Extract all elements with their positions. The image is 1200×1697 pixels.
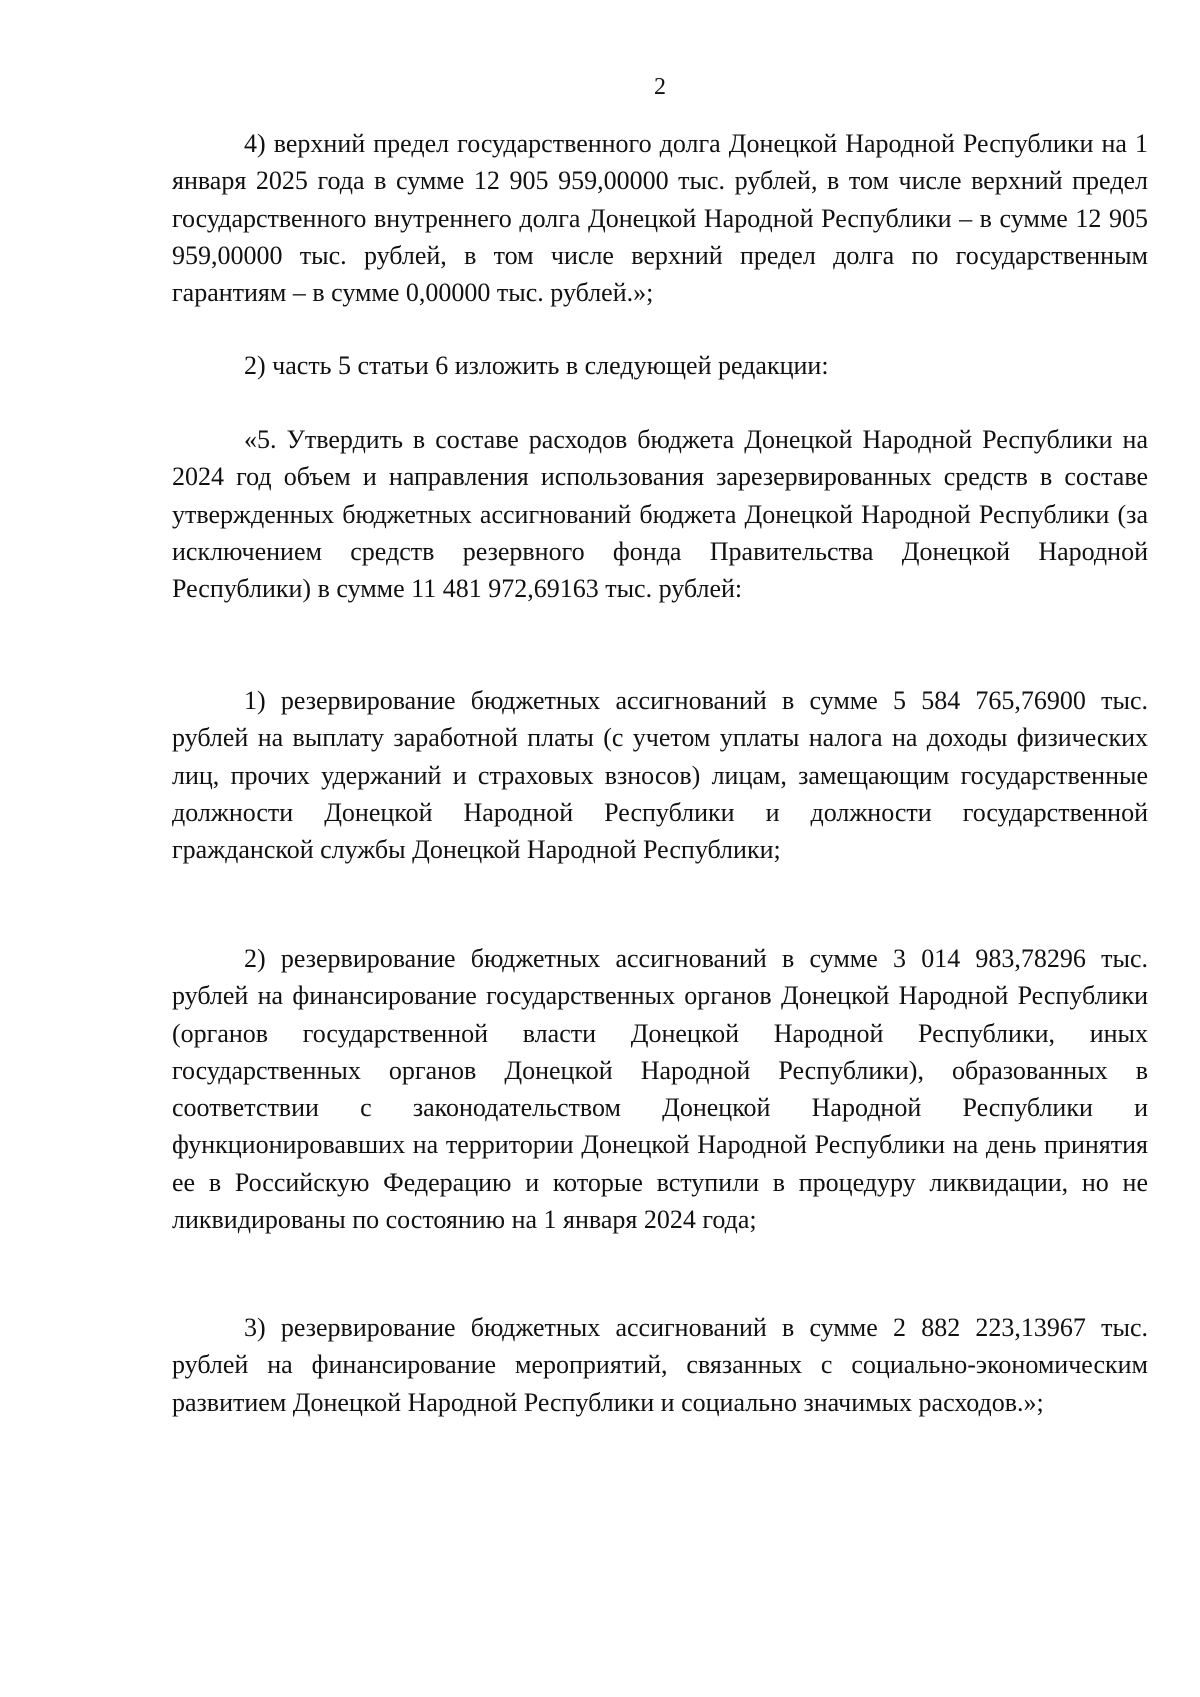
paragraph-reserved-funds: «5. Утвердить в составе расходов бюджета Донецкой Народной Республики на 2024 год объем и направления использования зарезервированных средств в составе утвержденных бюджетных ассигнований бюджета Донецкой Народной Республики (за исключением средств резервного фонда Правительства Донецкой Народной Республики) в сумме 11 481 972,69163 тыс. рублей: [172, 425, 1148, 604]
paragraph-item-1-salaries: 1) резервирование бюджетных ассигнований в сумме 5 584 765,76900 тыс. рублей на выплату заработной платы (с учетом уплаты налога на доходы физических лиц, прочих удержаний и страховых взносов) лицам, замещающим государственные должности Донецкой Народной Республики и должности государственной гражданской службы Донецкой Народной Республики; [172, 686, 1148, 865]
paragraph-item-3-social-development: 3) резервирование бюджетных ассигнований в сумме 2 882 223,13967 тыс. рублей на финансирование мероприятий, связанных с социально-экономическим развитием Донецкой Народной Республики и социально значимых расходов.»; [172, 1313, 1148, 1417]
page-number: 2 [654, 74, 666, 100]
paragraph-item-2-state-bodies: 2) резервирование бюджетных ассигнований в сумме 3 014 983,78296 тыс. рублей на финансирование государственных органов Донецкой Народной Республики (органов государственной власти Донецкой Народной Республики, иных государственных органов Донецкой Народной Республики), образованных в соответствии с законодательством Донецкой Народной Республики и функционировавших на территории Донецкой Народной Республики на день принятия ее в Российскую Федерацию и которые вступили в процедуру ликвидации, но не ликвидированы по состоянию на 1 января 2024 года; [172, 944, 1148, 1235]
paragraph-amend-article-6: 2) часть 5 статьи 6 изложить в следующей редакции: [244, 351, 829, 380]
paragraph-debt-limit: 4) верхний предел государственного долга Донецкой Народной Республики на 1 января 2025 года в сумме 12 905 959,00000 тыс. рублей, в том числе верхний предел государственного внутреннего долга Донецкой Народной Республики – в сумме 12 905 959,00000 тыс. рублей, в том числе верхний предел долга по государственным гарантиям – в сумме 0,00000 тыс. рублей.»; [172, 129, 1148, 308]
